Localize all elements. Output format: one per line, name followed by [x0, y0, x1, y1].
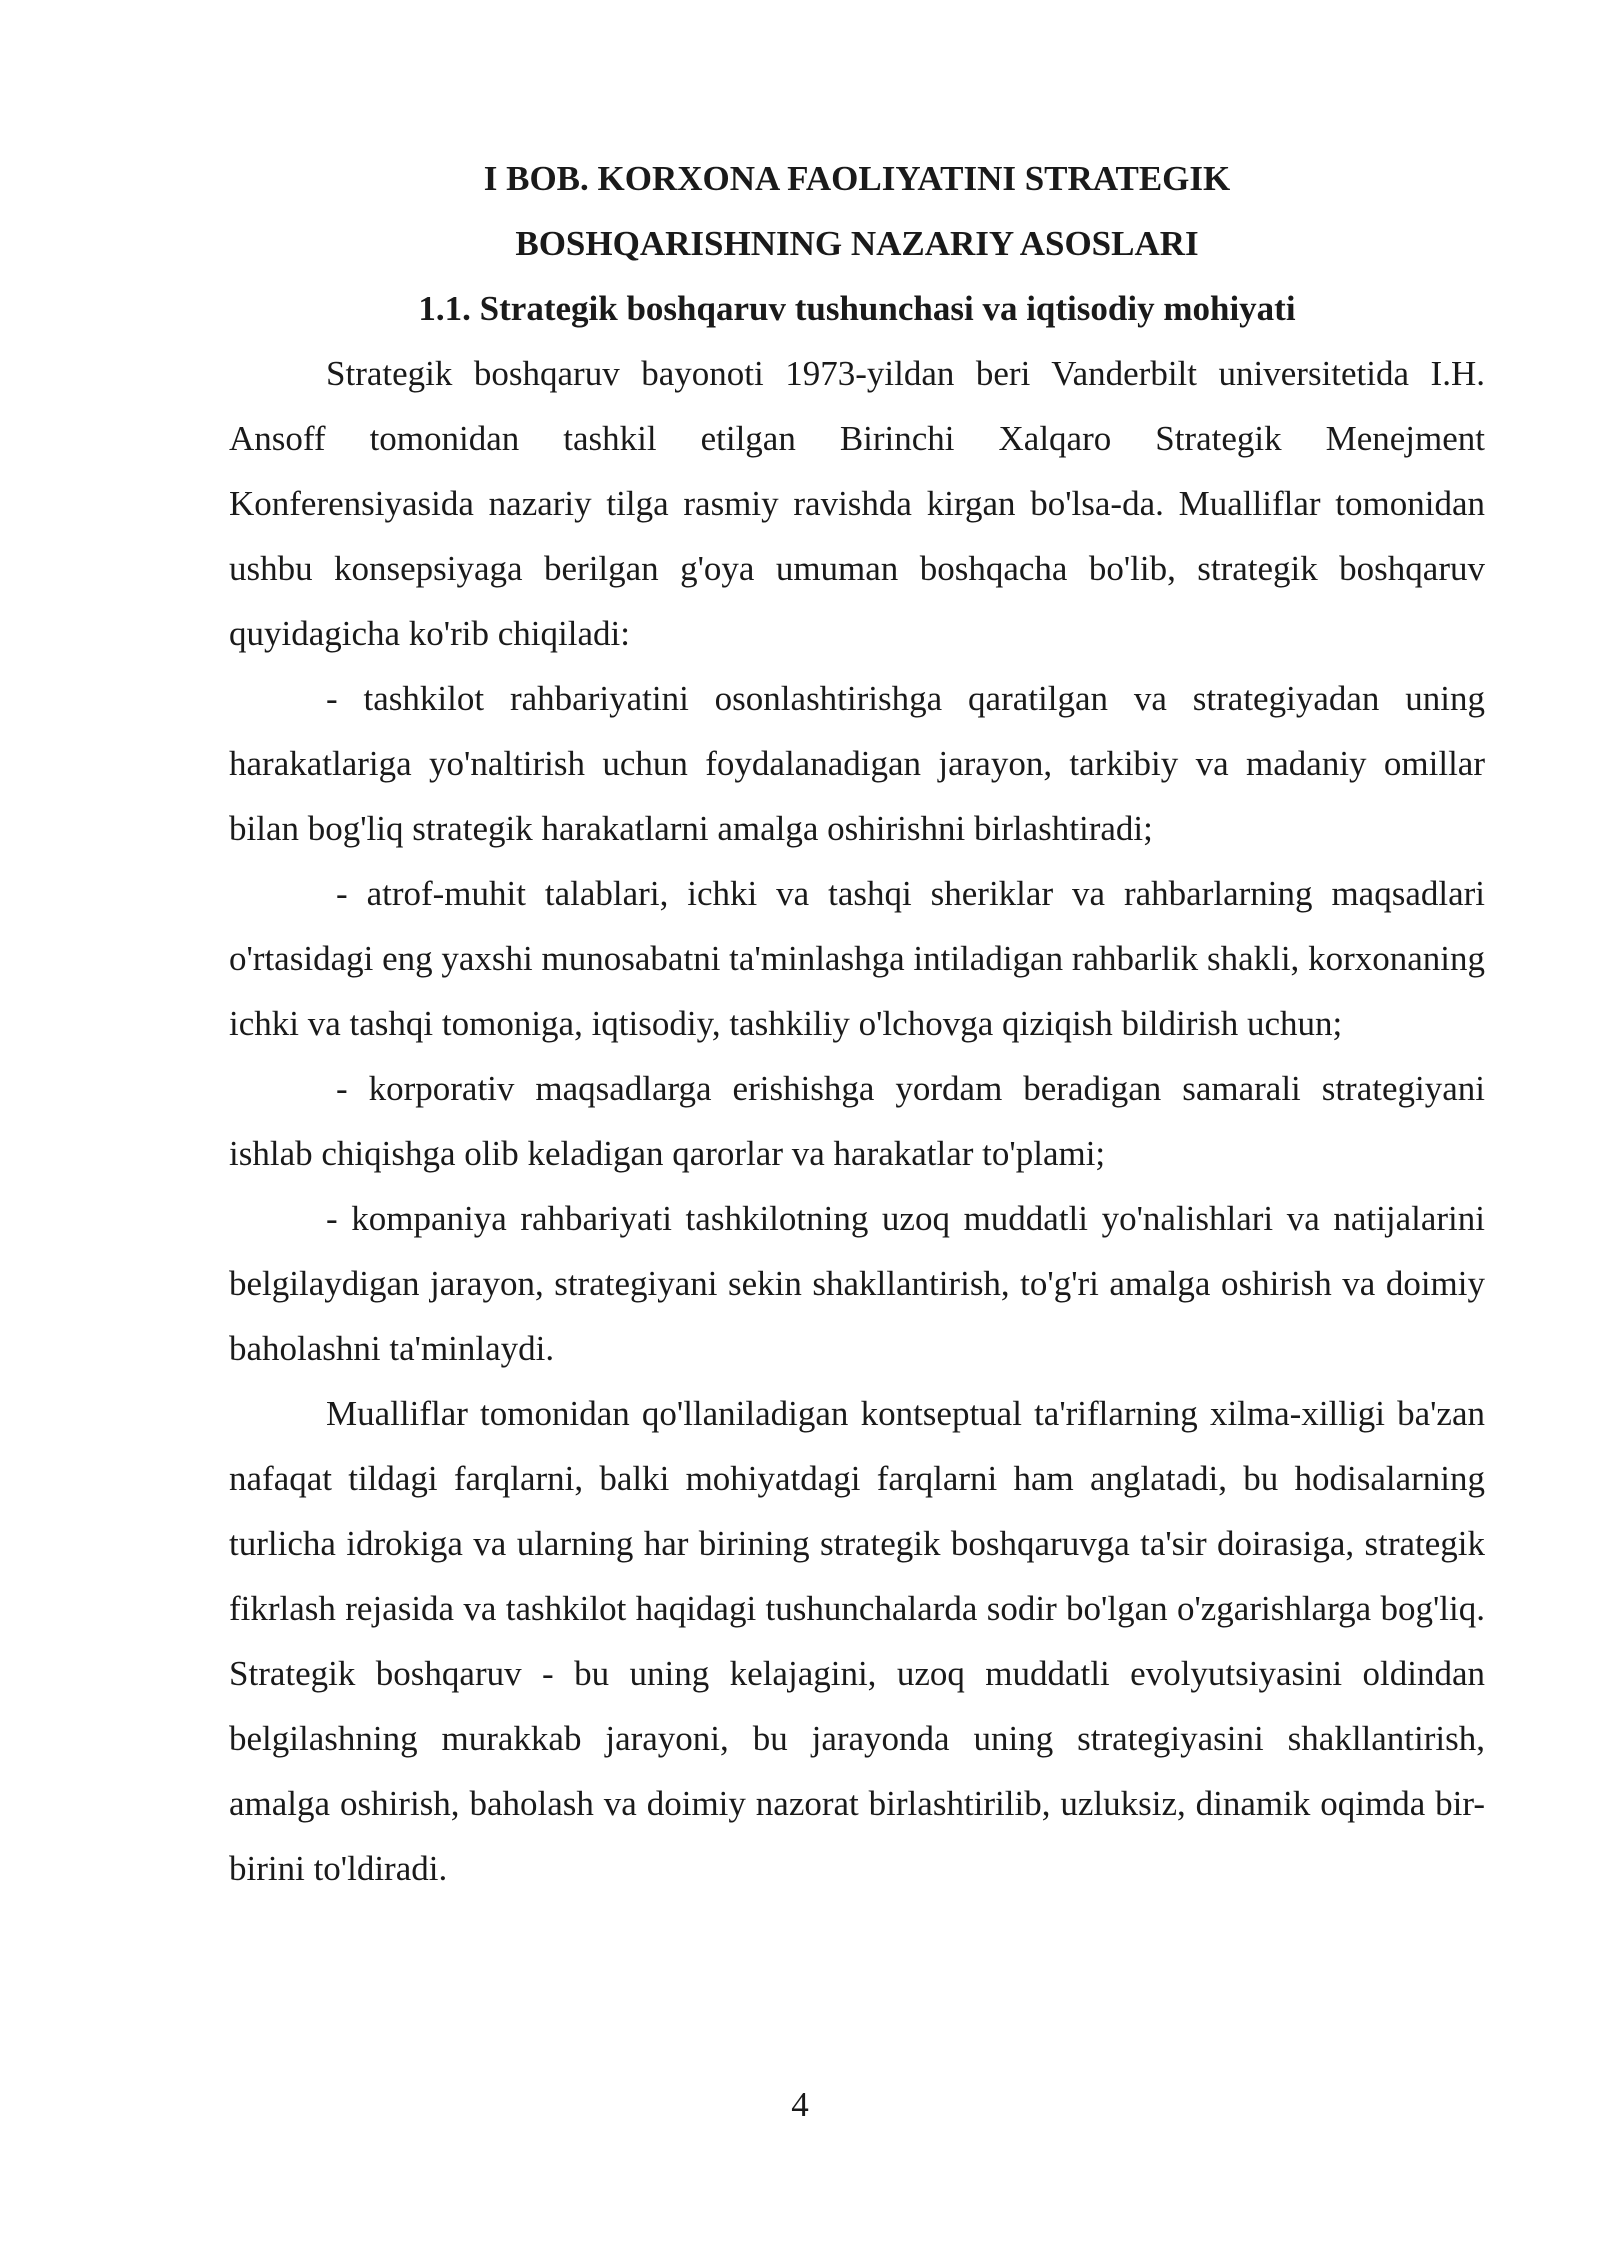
list-item-2: - atrof-muhit talablari, ichki va tashqi sheriklar va rahbarlarning maqsadlari o'rtasidagi eng yaxshi munosabatni ta'minlashga intiladigan rahbarlik shakli, korxonaning ichki va tashqi tomoniga, iqtisodiy, tashkiliy o'lchovga qiziqish bildirish uchun;: [229, 874, 1485, 1043]
paragraph-intro: Strategik boshqaruv bayonoti 1973-yildan beri Vanderbilt universitetida I.H. Ansoff tomonidan tashkil etilgan Birinchi Xalqaro Strategik Menejment Konferensiyasida nazariy tilga rasmiy ravishda kirgan bo'lsa-da. Mualliflar tomonidan ushbu konsepsiyaga berilgan g'oya umuman boshqacha bo'lib, strategik boshqaruv quyidagicha ko'rib chiqiladi:: [229, 354, 1485, 653]
page-number: 4: [791, 2085, 809, 2124]
section-title: 1.1. Strategik boshqaruv tushunchasi va iqtisodiy mohiyati: [418, 289, 1296, 328]
chapter-title-line-2: BOSHQARISHNING NAZARIY ASOSLARI: [515, 224, 1199, 263]
list-item-3: - korporativ maqsadlarga erishishga yordam beradigan samarali strategiyani ishlab chiqishga olib keladigan qarorlar va harakatlar to'plami;: [229, 1069, 1485, 1173]
chapter-title-line-1: I BOB. KORXONA FAOLIYATINI STRATEGIK: [483, 159, 1231, 198]
chapter-title: [229, 146, 1485, 276]
list-item-4: - kompaniya rahbariyati tashkilotning uzoq muddatli yo'nalishlari va natijalarini belgilaydigan jarayon, strategiyani sekin shakllantirish, to'g'ri amalga oshirish va doimiy baholashni ta'minlaydi.: [229, 1199, 1485, 1368]
list-item-1: - tashkilot rahbariyatini osonlashtirishga qaratilgan va strategiyadan uning harakatlariga yo'naltirish uchun foydalanadigan jarayon, tarkibiy va madaniy omillar bilan bog'liq strategik harakatlarni amalga oshirishni birlashtiradi;: [229, 679, 1485, 848]
body-text: [229, 341, 1485, 1901]
paragraph-conclusion: Mualliflar tomonidan qo'llaniladigan kontseptual ta'riflarning xilma-xilligi ba'zan nafaqat tildagi farqlarni, balki mohiyatdagi farqlarni ham anglatadi, bu hodisalarning turlicha idrokiga va ularning har birining strategik boshqaruvga ta'sir doirasiga, strategik fikrlash rejasida va tashkilot haqidagi tushunchalarda sodir bo'lgan o'zgarishlarga bog'liq. Strategik boshqaruv - bu uning kelajagini, uzoq muddatli evolyutsiyasini oldindan belgilashning murakkab jarayoni, bu jarayonda uning strategiyasini shakllantirish, amalga oshirish, baholash va doimiy nazorat birlashtirilib, uzluksiz, dinamik oqimda bir-birini to'ldiradi.: [229, 1394, 1485, 1888]
